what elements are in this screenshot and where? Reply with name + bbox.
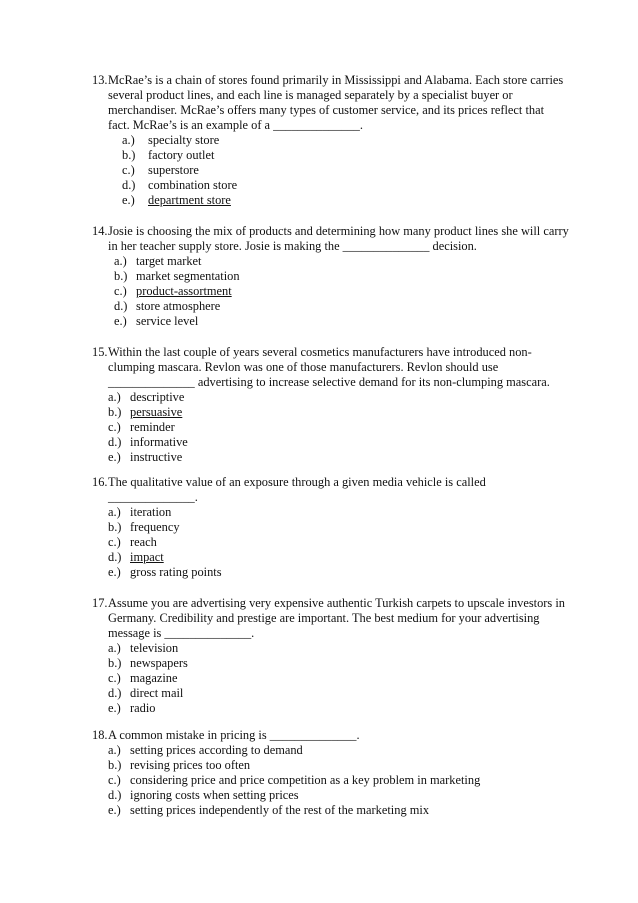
answer-option-d	[108, 788, 592, 803]
question-line: fact. McRae’s is an example of a ______________.	[108, 118, 363, 132]
answer-option-c	[108, 773, 592, 788]
answer-option-a	[108, 743, 592, 758]
option-letter: c.)	[122, 163, 135, 177]
answer-option-d	[92, 178, 592, 193]
option-text: store atmosphere	[136, 299, 221, 313]
question-17	[92, 596, 592, 716]
question-stem	[92, 345, 592, 360]
question-14	[92, 224, 592, 329]
answer-option-c	[92, 163, 592, 178]
option-text-correct: product-assortment	[136, 284, 232, 298]
answer-option-a	[92, 133, 592, 148]
answer-option-b	[92, 148, 592, 163]
option-letter: b.)	[108, 520, 122, 534]
question-stem	[92, 728, 592, 743]
question-number: 16.	[92, 475, 108, 489]
option-letter: e.)	[108, 803, 121, 817]
answer-option-e	[92, 314, 592, 329]
answer-option-a	[108, 505, 592, 520]
option-text: superstore	[148, 163, 199, 177]
option-letter: d.)	[114, 299, 128, 313]
question-13	[92, 73, 592, 208]
option-letter: b.)	[108, 656, 122, 670]
question-line: Within the last couple of years several cosmetics manufacturers have introduced non-	[108, 345, 532, 359]
option-text: revising prices too often	[130, 758, 251, 772]
question-number: 15.	[92, 345, 108, 359]
option-text: informative	[130, 435, 188, 449]
option-text: direct mail	[130, 686, 184, 700]
answer-options	[92, 254, 592, 329]
option-letter: e.)	[122, 193, 135, 207]
option-text: gross rating points	[130, 565, 222, 579]
option-letter: e.)	[114, 314, 127, 328]
option-letter: a.)	[108, 390, 121, 404]
option-letter: a.)	[114, 254, 127, 268]
answer-option-a	[108, 390, 592, 405]
answer-option-c	[108, 535, 592, 550]
answer-option-b	[108, 758, 592, 773]
option-text: factory outlet	[148, 148, 215, 162]
option-text-correct: impact	[130, 550, 164, 564]
answer-option-c	[108, 420, 592, 435]
answer-option-e	[108, 803, 592, 818]
question-line: ______________ advertising to increase selective demand for its non-clumping mascara.	[108, 375, 550, 389]
option-letter: c.)	[108, 773, 121, 787]
question-line: merchandiser. McRae’s offers many types of customer service, and its prices reflect that	[108, 103, 545, 117]
option-letter: d.)	[108, 435, 122, 449]
option-text: television	[130, 641, 179, 655]
option-letter: c.)	[108, 671, 121, 685]
option-text: radio	[130, 701, 156, 715]
question-line: Josie is choosing the mix of products and determining how many product lines she will carry	[108, 224, 569, 238]
question-line: in her teacher supply store. Josie is making the ______________ decision.	[108, 239, 477, 253]
option-text: target market	[136, 254, 202, 268]
answer-option-e	[108, 565, 592, 580]
answer-option-c	[92, 284, 592, 299]
option-text: service level	[136, 314, 199, 328]
option-text: market segmentation	[136, 269, 240, 283]
option-letter: a.)	[108, 641, 121, 655]
option-letter: d.)	[122, 178, 136, 192]
answer-option-d	[108, 435, 592, 450]
answer-options	[92, 505, 592, 580]
option-letter: b.)	[108, 405, 122, 419]
question-18	[92, 728, 592, 818]
answer-option-d	[108, 550, 592, 565]
answer-options	[92, 641, 592, 716]
answer-option-a	[108, 641, 592, 656]
question-number: 14.	[92, 224, 108, 238]
question-line: clumping mascara. Revlon was one of those manufacturers. Revlon should use	[108, 360, 499, 374]
answer-option-e	[108, 450, 592, 465]
option-text: descriptive	[130, 390, 185, 404]
option-text: reminder	[130, 420, 175, 434]
option-text: combination store	[148, 178, 238, 192]
option-letter: b.)	[122, 148, 136, 162]
question-line: message is ______________.	[108, 626, 255, 640]
option-text: reach	[130, 535, 157, 549]
option-letter: d.)	[108, 550, 122, 564]
option-text: considering price and price competition as a key problem in marketing	[130, 773, 481, 787]
option-letter: a.)	[108, 505, 121, 519]
option-letter: e.)	[108, 450, 121, 464]
option-letter: d.)	[108, 788, 122, 802]
option-letter: e.)	[108, 701, 121, 715]
answer-option-b	[108, 656, 592, 671]
question-line: ______________.	[108, 490, 198, 504]
question-stem	[92, 73, 592, 88]
question-number: 18.	[92, 728, 108, 742]
answer-options	[92, 390, 592, 465]
option-text: ignoring costs when setting prices	[130, 788, 299, 802]
question-line: several product lines, and each line is managed separately by a specialist buyer or	[108, 88, 513, 102]
answer-option-b	[108, 520, 592, 535]
answer-option-d	[108, 686, 592, 701]
option-text: setting prices independently of the rest of the marketing mix	[130, 803, 430, 817]
question-line: Assume you are advertising very expensive authentic Turkish carpets to upscale investors in	[108, 596, 565, 610]
option-letter: c.)	[114, 284, 127, 298]
question-16	[92, 475, 592, 580]
option-text-correct: persuasive	[130, 405, 183, 419]
question-stem	[92, 596, 592, 611]
option-text: frequency	[130, 520, 180, 534]
option-text: magazine	[130, 671, 178, 685]
option-letter: a.)	[108, 743, 121, 757]
answer-option-b	[108, 405, 592, 420]
answer-option-b	[92, 269, 592, 284]
answer-option-e	[108, 701, 592, 716]
answer-option-a	[92, 254, 592, 269]
answer-option-c	[108, 671, 592, 686]
option-letter: b.)	[108, 758, 122, 772]
option-text: specialty store	[148, 133, 220, 147]
question-stem	[92, 224, 592, 239]
option-text: setting prices according to demand	[130, 743, 303, 757]
option-text: instructive	[130, 450, 183, 464]
question-number: 17.	[92, 596, 108, 610]
answer-option-e	[92, 193, 592, 208]
question-stem	[92, 475, 592, 490]
option-letter: d.)	[108, 686, 122, 700]
question-line: McRae’s is a chain of stores found primarily in Mississippi and Alabama. Each store carries	[108, 73, 564, 87]
option-text-correct: department store	[148, 193, 231, 207]
answer-option-d	[92, 299, 592, 314]
question-number: 13.	[92, 73, 108, 87]
option-letter: a.)	[122, 133, 135, 147]
question-line: The qualitative value of an exposure through a given media vehicle is called	[108, 475, 486, 489]
question-15	[92, 345, 592, 465]
question-line: A common mistake in pricing is ______________.	[108, 728, 360, 742]
option-text: newspapers	[130, 656, 188, 670]
option-letter: c.)	[108, 420, 121, 434]
option-letter: c.)	[108, 535, 121, 549]
option-letter: b.)	[114, 269, 128, 283]
option-text: iteration	[130, 505, 172, 519]
question-line: Germany. Credibility and prestige are important. The best medium for your advertising	[108, 611, 540, 625]
answer-options	[92, 743, 592, 818]
option-letter: e.)	[108, 565, 121, 579]
answer-options	[92, 133, 592, 208]
